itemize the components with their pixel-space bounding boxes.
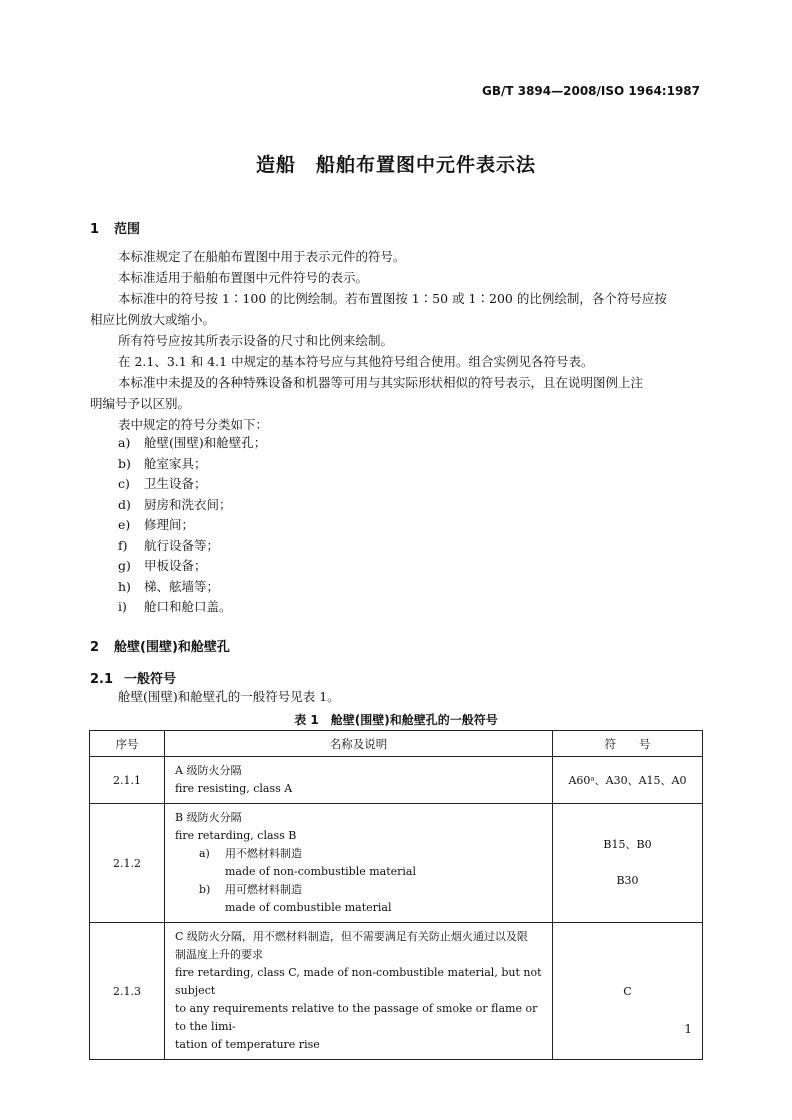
section-title: 一般符号 bbox=[124, 672, 177, 687]
table-row bbox=[90, 923, 703, 1060]
row-symbol: A60ᵃ、A30、A15、A0 bbox=[553, 757, 703, 804]
paragraph-continuation: 相应比例放大或缩小。 bbox=[90, 312, 216, 327]
paragraph: 本标准规定了在船舶布置图中用于表示元件的符号。 bbox=[118, 249, 406, 264]
paragraph: 在 2.1、3.1 和 4.1 中规定的基本符号应与其他符号组合使用。组合实例见各符号表。 bbox=[118, 354, 594, 369]
row-description: A 级防火分隔 fire resisting, class A bbox=[165, 757, 553, 804]
section-2-1-body bbox=[90, 686, 702, 707]
table-caption: 表 1 舱壁(围壁)和舱壁孔的一般符号 bbox=[294, 713, 498, 727]
list-item: c) 卫生设备； bbox=[118, 476, 207, 491]
header-description: 名称及说明 bbox=[165, 731, 553, 757]
section-1-body bbox=[90, 246, 702, 435]
row-symbol: B15、B0 B30 bbox=[553, 804, 703, 923]
section-title: 舱壁(围壁)和舱壁孔 bbox=[114, 640, 230, 655]
list-item: b) 舱室家具； bbox=[118, 455, 207, 471]
paragraph: 本标准中未提及的各种特殊设备和机器等可用与其实际形状相似的符号表示，且在说明图例上注 bbox=[118, 375, 644, 390]
list-item: a) 舱壁(围壁)和舱壁孔； bbox=[118, 435, 267, 450]
list-item: g) 甲板设备； bbox=[118, 558, 207, 573]
standard-code: GB/T 3894—2008/ISO 1964:1987 bbox=[481, 84, 700, 98]
paragraph: 本标准适用于船舶布置图中元件符号的表示。 bbox=[118, 270, 369, 285]
section-1-heading bbox=[90, 218, 140, 237]
table-row bbox=[90, 757, 703, 804]
header-number: 序号 bbox=[90, 731, 165, 757]
row-number: 2.1.2 bbox=[90, 804, 165, 923]
sub-item: a) 用不燃材料制造 bbox=[199, 847, 302, 860]
paragraph: 本标准中的符号按 1∶100 的比例绘制。若布置图按 1∶50 或 1∶200 的比例绘制，各个符号应按 bbox=[118, 291, 667, 306]
section-2-heading bbox=[90, 636, 230, 655]
list-item: i) 舱口和舱口盖。 bbox=[118, 599, 232, 614]
page-number: 1 bbox=[684, 1022, 692, 1036]
list-item: e) 修理间； bbox=[118, 517, 195, 532]
category-list bbox=[118, 433, 266, 618]
paragraph: 舱壁(围壁)和舱壁孔的一般符号见表 1。 bbox=[118, 689, 340, 704]
section-number: 2 bbox=[90, 640, 100, 655]
list-item: f) 航行设备等； bbox=[118, 537, 220, 553]
symbol-table bbox=[89, 730, 703, 1060]
table-header-row bbox=[90, 731, 703, 757]
paragraph-continuation: 明编号予以区别。 bbox=[90, 396, 191, 411]
paragraph: 所有符号应按其所表示设备的尺寸和比例来绘制。 bbox=[118, 333, 394, 348]
sub-item: b) 用可燃材料制造 bbox=[199, 883, 302, 896]
list-item: h) 梯、舷墙等； bbox=[118, 578, 220, 594]
row-description: B 级防火分隔 fire retarding, class B a) 用不燃材料制造 made of non-combustible material b) 用可燃材料制造 made of combustible material bbox=[165, 804, 553, 923]
section-title: 范围 bbox=[114, 222, 141, 237]
row-description: C 级防火分隔，用不燃材料制造，但不需要满足有关防止烟火通过以及限 制温度上升的要求 fire retarding, class C, made of non-combustible material, but not subject to any requirements relative to the passage of smoke or flame or to the limi- tation of temperature rise bbox=[165, 923, 553, 1060]
section-number: 2.1 bbox=[90, 672, 114, 687]
document-title: 造船 船舶布置图中元件表示法 bbox=[255, 154, 536, 176]
paragraph: 表中规定的符号分类如下： bbox=[118, 417, 269, 432]
header-symbol: 符 号 bbox=[553, 731, 703, 757]
row-number: 2.1.1 bbox=[90, 757, 165, 804]
table-row bbox=[90, 804, 703, 923]
row-number: 2.1.3 bbox=[90, 923, 165, 1060]
section-2-1-heading bbox=[90, 668, 176, 687]
list-item: d) 厨房和洗衣间； bbox=[118, 496, 232, 512]
row-symbol: C bbox=[553, 923, 703, 1060]
section-number: 1 bbox=[90, 222, 100, 237]
